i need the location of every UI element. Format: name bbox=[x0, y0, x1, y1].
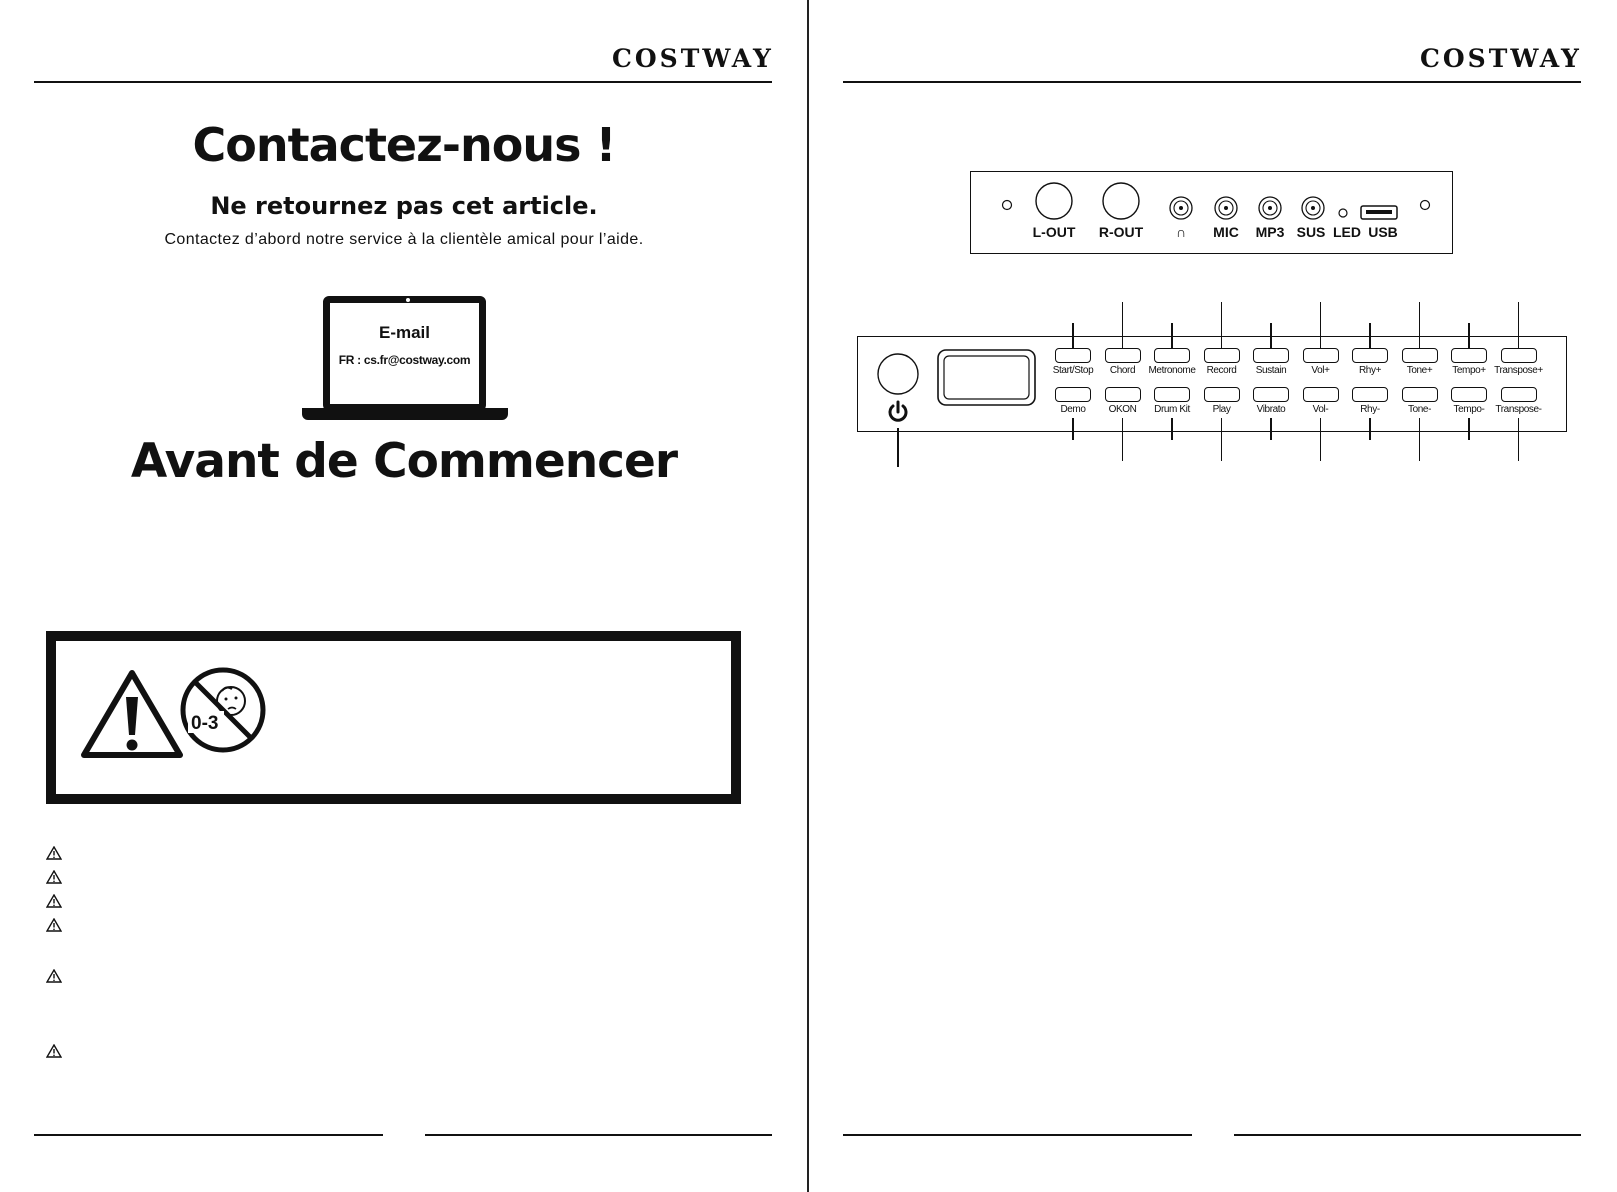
button-label: Tone- bbox=[1407, 404, 1431, 415]
contact-note: Contactez d’abord notre service à la clientèle amical pour l’aide. bbox=[164, 231, 644, 248]
button-okon[interactable] bbox=[1105, 387, 1141, 402]
leader-line bbox=[1468, 323, 1469, 348]
button-label: Record bbox=[1206, 365, 1237, 376]
jack-label-lout: L-OUT bbox=[1032, 224, 1076, 240]
button-drum-kit[interactable] bbox=[1154, 387, 1190, 402]
page-left bbox=[0, 0, 808, 1192]
button-demo[interactable] bbox=[1055, 387, 1091, 402]
button-transpose-[interactable] bbox=[1501, 348, 1537, 363]
button-metronome[interactable] bbox=[1154, 348, 1190, 363]
header-rule bbox=[843, 81, 1581, 83]
leader-line bbox=[1221, 418, 1222, 461]
button-label: Tempo+ bbox=[1452, 365, 1486, 376]
button-record[interactable] bbox=[1204, 348, 1240, 363]
contact-title: Contactez-nous ! bbox=[192, 118, 616, 172]
footer-rule-left bbox=[34, 1134, 383, 1136]
warning-small-icon bbox=[46, 894, 62, 908]
leader-line bbox=[1369, 323, 1370, 348]
contact-subtitle: Ne retournez pas cet article. bbox=[210, 192, 598, 220]
button-label: Transpose+ bbox=[1494, 365, 1543, 376]
button-play[interactable] bbox=[1204, 387, 1240, 402]
warning-box bbox=[46, 631, 741, 804]
warning-triangle-icon bbox=[80, 669, 184, 761]
footer-rule-left bbox=[843, 1134, 1192, 1136]
age-label: 0-3 bbox=[191, 713, 219, 734]
laptop-screen bbox=[323, 296, 486, 411]
jack-label-usb: USB bbox=[1368, 224, 1398, 240]
warning-small-icon bbox=[46, 918, 62, 932]
button-start-stop[interactable] bbox=[1055, 348, 1091, 363]
jack-label-led: LED bbox=[1333, 224, 1361, 240]
button-label: Rhy+ bbox=[1358, 365, 1382, 376]
laptop-icon bbox=[302, 294, 508, 422]
jack-panel bbox=[970, 171, 1453, 254]
no-child-icon bbox=[178, 665, 268, 755]
jack-label-rout: R-OUT bbox=[1098, 224, 1144, 240]
button-label: OKON bbox=[1108, 404, 1137, 415]
footer-rule-right bbox=[425, 1134, 772, 1136]
leader-line bbox=[897, 428, 898, 467]
leader-line bbox=[1171, 323, 1172, 348]
leader-line bbox=[1320, 302, 1321, 348]
button-label: Vol- bbox=[1312, 404, 1329, 415]
button-label: Transpose- bbox=[1495, 404, 1542, 415]
jack-label-mp3: MP3 bbox=[1255, 224, 1285, 240]
warning-small-icon bbox=[46, 846, 62, 860]
jack-panel-ports bbox=[971, 172, 1451, 222]
button-label: Rhy- bbox=[1360, 404, 1380, 415]
email-address[interactable]: FR : cs.fr@costway.com bbox=[338, 353, 471, 367]
leader-line bbox=[1171, 418, 1172, 440]
leader-line bbox=[1122, 302, 1123, 348]
button-transpose-[interactable] bbox=[1501, 387, 1537, 402]
leader-line bbox=[1518, 418, 1519, 461]
headphone-icon: ∩ bbox=[1175, 224, 1187, 240]
laptop-base bbox=[302, 408, 508, 420]
button-label: Chord bbox=[1109, 365, 1136, 376]
button-label: Play bbox=[1212, 404, 1231, 415]
page-right bbox=[809, 0, 1617, 1192]
leader-line bbox=[1518, 302, 1519, 348]
button-label: Metronome bbox=[1148, 365, 1196, 376]
leader-line bbox=[1419, 418, 1420, 461]
button-vibrato[interactable] bbox=[1253, 387, 1289, 402]
header-rule bbox=[34, 81, 772, 83]
button-vol-[interactable] bbox=[1303, 387, 1339, 402]
jack-label-sus: SUS bbox=[1296, 224, 1326, 240]
leader-line bbox=[1072, 323, 1073, 348]
leader-line bbox=[1419, 302, 1420, 348]
leader-line bbox=[1270, 418, 1271, 440]
button-label: Vibrato bbox=[1256, 404, 1286, 415]
email-label: E-mail bbox=[378, 323, 431, 342]
button-label: Sustain bbox=[1255, 365, 1287, 376]
button-sustain[interactable] bbox=[1253, 348, 1289, 363]
leader-line bbox=[1270, 323, 1271, 348]
button-chord[interactable] bbox=[1105, 348, 1141, 363]
leader-line bbox=[1468, 418, 1469, 440]
leader-line bbox=[1221, 302, 1222, 348]
button-label: Tone+ bbox=[1406, 365, 1433, 376]
button-tempo-[interactable] bbox=[1451, 387, 1487, 402]
leader-line bbox=[1320, 418, 1321, 461]
brand-logo: COSTWAY bbox=[612, 44, 774, 73]
button-label: Vol+ bbox=[1311, 365, 1330, 376]
leader-line bbox=[1369, 418, 1370, 440]
button-tempo-[interactable] bbox=[1451, 348, 1487, 363]
laptop-camera bbox=[406, 298, 410, 302]
button-tone-[interactable] bbox=[1402, 387, 1438, 402]
button-label: Drum Kit bbox=[1154, 404, 1190, 415]
button-label: Tempo- bbox=[1453, 404, 1485, 415]
section-title: Avant de Commencer bbox=[130, 434, 678, 489]
brand-logo: COSTWAY bbox=[1420, 44, 1582, 73]
warning-small-icon bbox=[46, 870, 62, 884]
power-icon[interactable] bbox=[886, 400, 910, 424]
button-label: Start/Stop bbox=[1052, 365, 1094, 376]
warning-small-icon bbox=[46, 1044, 62, 1058]
leader-line bbox=[1072, 418, 1073, 440]
button-vol-[interactable] bbox=[1303, 348, 1339, 363]
leader-line bbox=[1122, 418, 1123, 461]
warning-small-icon bbox=[46, 969, 62, 983]
jack-label-mic: MIC bbox=[1213, 224, 1239, 240]
button-tone-[interactable] bbox=[1402, 348, 1438, 363]
button-rhy-[interactable] bbox=[1352, 387, 1388, 402]
button-rhy-[interactable] bbox=[1352, 348, 1388, 363]
button-label: Demo bbox=[1060, 404, 1086, 415]
footer-rule-right bbox=[1234, 1134, 1581, 1136]
